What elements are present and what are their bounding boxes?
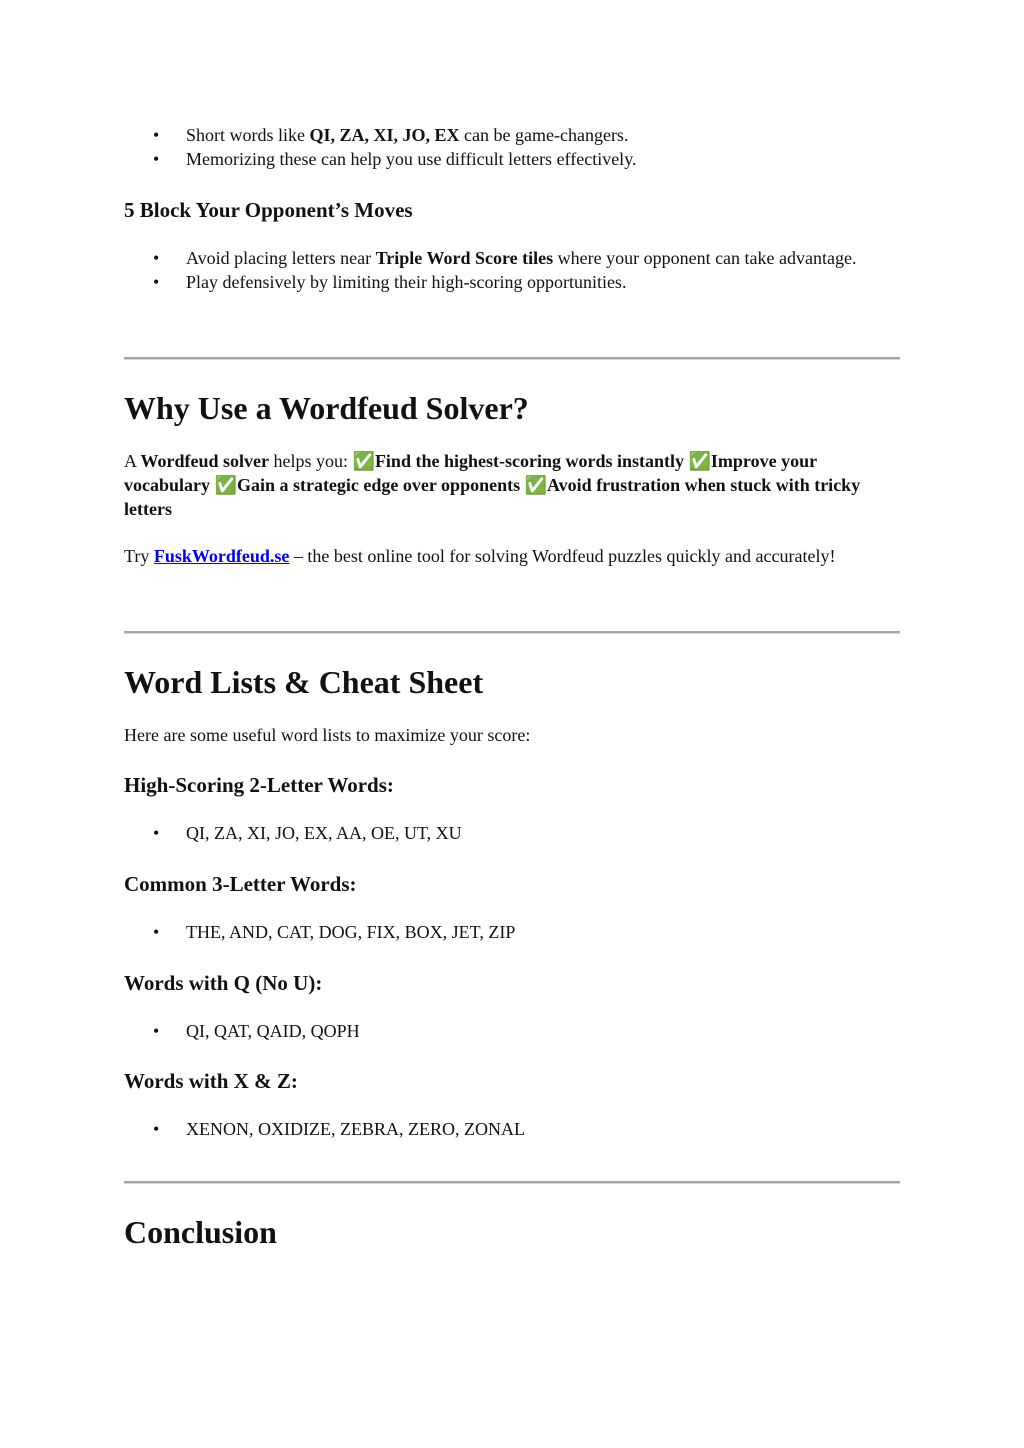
check-mark-icon: ✅ [352,451,375,471]
solver-benefits-paragraph: A Wordfeud solver helps you: ✅Find the highest-scoring words instantly ✅Improve your vocabulary ✅Gain a strategic edge over opponents ✅Avoid frustration when stuck with tricky letters [124,451,861,519]
subheading-3-letter: Common 3-Letter Words: [124,872,357,896]
bold-term: QI, ZA, XI, JO, EX [309,125,460,145]
x-z-list [124,1118,900,1142]
list-item: • XENON, OXIDIZE, ZEBRA, ZERO, ZONAL [124,1118,900,1142]
check-mark-icon: ✅ [524,475,548,495]
three-letter-list [124,921,900,945]
list-item: • THE, AND, CAT, DOG, FIX, BOX, JET, ZIP [124,921,900,945]
section-heading-conclusion: Conclusion [124,1214,277,1250]
section-heading-word-lists: Word Lists & Cheat Sheet [124,664,484,700]
list-item: • Memorizing these can help you use difficult letters effectively. [124,148,900,172]
section-heading-why-solver: Why Use a Wordfeud Solver? [124,390,529,426]
bold-term: Triple Word Score tiles [375,248,554,268]
subheading-x-z: Words with X & Z: [124,1069,298,1093]
divider [124,1181,900,1184]
fuskwordfeud-link[interactable]: FuskWordfeud.se [153,546,290,566]
tip5-list [124,247,900,294]
tip5-heading: 5 Block Your Opponent’s Moves [124,198,413,222]
tips-continued-list [124,124,900,171]
word-lists-intro: Here are some useful word lists to maximize your score: [124,725,531,745]
subheading-2-letter: High-Scoring 2-Letter Words: [124,773,394,797]
divider [124,631,900,634]
divider [124,357,900,360]
try-tool-paragraph: Try FuskWordfeud.se – the best online tool for solving Wordfeud puzzles quickly and accurately! [124,546,836,566]
subheading-q-no-u: Words with Q (No U): [124,971,323,995]
two-letter-list [124,822,900,846]
list-item: • QI, ZA, XI, JO, EX, AA, OE, UT, XU [124,822,900,846]
list-item: • QI, QAT, QAID, QOPH [124,1020,900,1044]
list-item: • Short words like QI, ZA, XI, JO, EX can be game-changers. [124,124,900,148]
q-no-u-list [124,1020,900,1044]
check-mark-icon: ✅ [688,451,711,471]
check-mark-icon: ✅ [214,475,237,495]
list-item: • Play defensively by limiting their high-scoring opportunities. [124,271,900,295]
list-item: • Avoid placing letters near Triple Word Score tiles where your opponent can take advantage. [124,247,900,271]
